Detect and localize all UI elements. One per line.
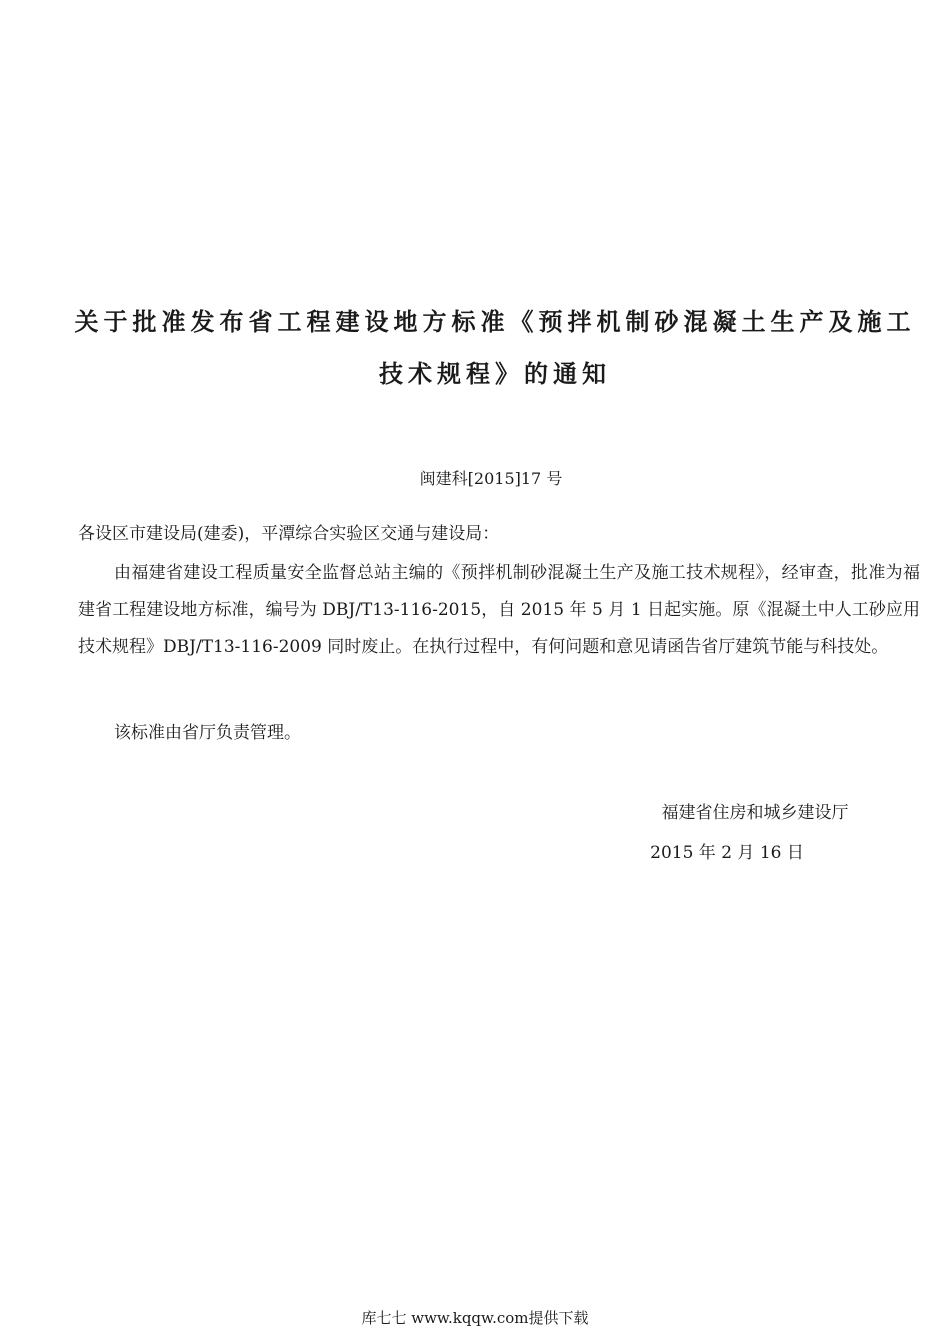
download-source-footer: 库七七 www.kqqw.com提供下载 bbox=[361, 1309, 589, 1327]
issue-date: 2015 年 2 月 16 日 bbox=[650, 843, 804, 863]
document-title-line-1: 关于批准发布省工程建设地方标准《预拌机制砂混凝土生产及施工 bbox=[74, 308, 916, 336]
body-paragraph-2: 该标准由省厅负责管理。 bbox=[114, 723, 301, 743]
document-number: 闽建科[2015]17 号 bbox=[419, 469, 563, 488]
document-title-line-2: 技术规程》的通知 bbox=[379, 360, 611, 388]
issuing-organization: 福建省住房和城乡建设厅 bbox=[661, 803, 849, 823]
salutation: 各设区市建设局(建委)，平潭综合实验区交通与建设局： bbox=[78, 524, 500, 544]
body-paragraph-1: 由福建省建设工程质量安全监督总站主编的《预拌机制砂混凝土生产及施工技术规程》，经审查，批准为福建省工程建设地方标准，编号为 DBJ/T13-116-2015，自 2015 年 5 月 1 日起实施。原《混凝土中人工砂应用技术规程》DBJ/T13-116-2009 同时废止。在执行过程中，有何问题和意见请函告省厅建筑节能与科技处。 bbox=[78, 563, 920, 657]
